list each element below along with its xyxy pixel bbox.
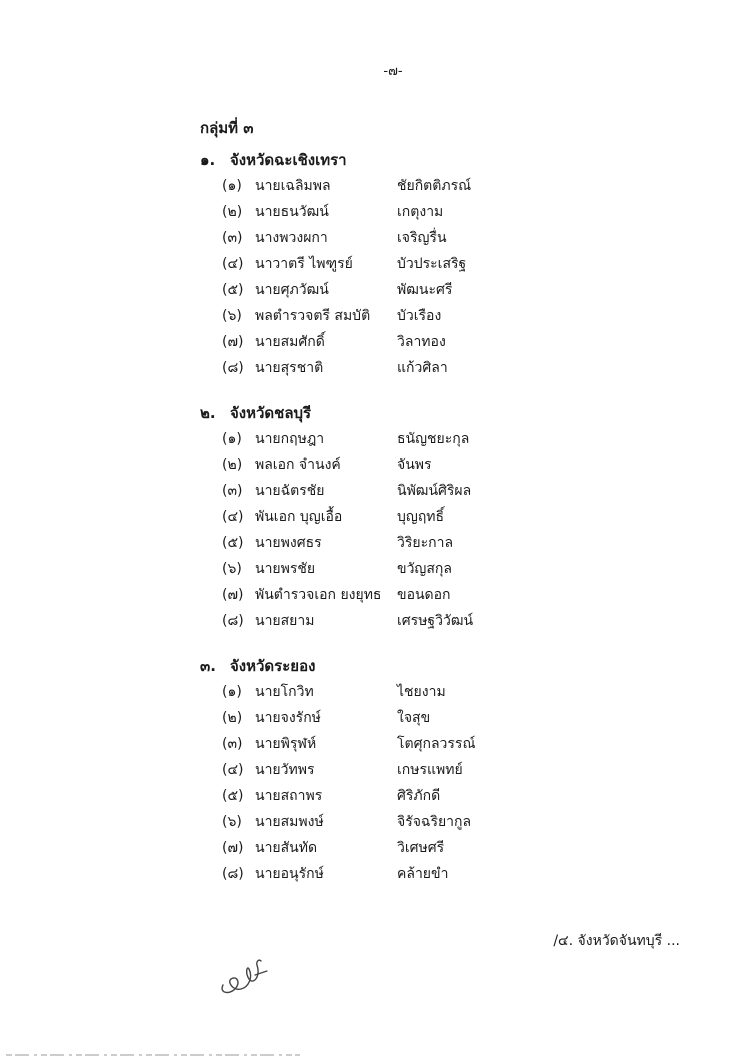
list-item [222, 584, 542, 608]
first-name: พลตำรวจตรี สมบัติ [255, 308, 371, 324]
list-item [222, 253, 542, 277]
last-name: จันพร [397, 457, 432, 473]
list-item [222, 811, 542, 835]
item-index: (๗) [222, 334, 244, 350]
list-item [222, 175, 542, 199]
item-index: (๗) [222, 587, 244, 603]
list-item [222, 837, 542, 861]
list-item [222, 305, 542, 329]
first-name: นายธนวัฒน์ [255, 204, 329, 220]
last-name: ศิริภักดี [397, 788, 441, 804]
last-name: วิริยะกาล [397, 535, 454, 551]
last-name: เกตุงาม [397, 204, 444, 220]
last-name: เจริญรื่น [397, 230, 447, 246]
list-item [222, 331, 542, 355]
item-index: (๕) [222, 535, 244, 551]
first-name: นายพรชัย [255, 561, 316, 577]
first-name: นายสถาพร [255, 788, 323, 804]
first-name: นาวาตรี ไพฑูรย์ [255, 256, 353, 272]
continuation-note: /๔. จังหวัดจันทบุรี ... [553, 933, 680, 949]
first-name: นายสันทัด [255, 840, 318, 856]
last-name: โตศุกลวรรณ์ [397, 736, 476, 752]
first-name: นายสุรชาติ [255, 360, 324, 376]
item-index: (๘) [222, 866, 244, 882]
item-index: (๒) [222, 710, 243, 726]
item-index: (๔) [222, 509, 244, 525]
section-title-2 [200, 401, 311, 425]
scan-edge-marks [0, 1053, 750, 1057]
item-index: (๒) [222, 457, 243, 473]
section-name: จังหวัดระยอง [230, 657, 316, 675]
last-name: วิลาทอง [397, 334, 446, 350]
first-name: นายจงรักษ์ [255, 710, 321, 726]
signature-mark [215, 955, 275, 997]
last-name: ขอนดอก [397, 587, 451, 603]
list-item [222, 227, 542, 251]
first-name: นายพิรุฬห์ [255, 736, 317, 752]
section-name: จังหวัดฉะเชิงเทรา [230, 151, 347, 169]
first-name: นายกฤษฎา [255, 431, 325, 447]
list-item [222, 707, 542, 731]
list-item [222, 759, 542, 783]
item-index: (๑) [222, 684, 242, 700]
item-index: (๖) [222, 561, 242, 577]
section-number: ๒. [200, 404, 216, 422]
first-name: นายวัทพร [255, 762, 315, 778]
last-name: คล้ายขำ [397, 866, 449, 882]
item-index: (๘) [222, 360, 244, 376]
item-index: (๘) [222, 613, 244, 629]
item-index: (๒) [222, 204, 243, 220]
list-item [222, 532, 542, 556]
item-index: (๕) [222, 788, 244, 804]
list-item [222, 610, 542, 634]
item-index: (๔) [222, 762, 244, 778]
list-item [222, 506, 542, 530]
last-name: พัฒนะศรี [397, 282, 453, 298]
first-name: นายอนุรักษ์ [255, 866, 324, 882]
item-index: (๔) [222, 256, 244, 272]
last-name: ธนัญชยะกุล [397, 431, 470, 447]
list-item [222, 863, 542, 887]
group-title: กลุ่มที่ ๓ [200, 119, 254, 137]
list-item [222, 201, 542, 225]
last-name: ขวัญสกุล [397, 561, 452, 577]
section-title-1 [200, 148, 347, 172]
section-name: จังหวัดชลบุรี [230, 404, 312, 422]
last-name: เศรษฐวิวัฒน์ [397, 613, 474, 629]
first-name: นายสยาม [255, 613, 315, 629]
first-name: นายสมพงษ์ [255, 814, 324, 830]
item-index: (๓) [222, 483, 243, 499]
first-name: พลเอก จำนงค์ [255, 457, 341, 473]
list-item [222, 733, 542, 757]
first-name: พันเอก บุญเอื้อ [255, 509, 343, 525]
item-index: (๓) [222, 736, 243, 752]
first-name: นายพงศธร [255, 535, 322, 551]
first-name: นายโกวิท [255, 684, 314, 700]
page-number: -๗- [383, 64, 403, 79]
list-item [222, 480, 542, 504]
item-index: (๗) [222, 840, 244, 856]
first-name: นางพวงผกา [255, 230, 328, 246]
last-name: นิพัฒน์ศิริผล [397, 483, 472, 499]
last-name: ไชยงาม [397, 684, 446, 700]
first-name: นายเฉลิมพล [255, 178, 331, 194]
list-item [222, 279, 542, 303]
last-name: ใจสุข [397, 710, 431, 726]
section-number: ๑. [200, 151, 216, 169]
last-name: จิรัจฉริยากูล [397, 814, 472, 830]
list-item [222, 681, 542, 705]
first-name: นายฉัตรชัย [255, 483, 325, 499]
list-item [222, 428, 542, 452]
item-index: (๕) [222, 282, 244, 298]
item-index: (๑) [222, 178, 242, 194]
list-item [222, 454, 542, 478]
last-name: วิเศษศรี [397, 840, 445, 856]
last-name: บัวประเสริฐ [397, 256, 467, 272]
last-name: บัวเรือง [397, 308, 442, 324]
list-item [222, 785, 542, 809]
last-name: แก้วศิลา [397, 360, 448, 376]
item-index: (๓) [222, 230, 243, 246]
last-name: บุญฤทธิ์ [397, 509, 445, 525]
item-index: (๑) [222, 431, 242, 447]
list-item [222, 357, 542, 381]
last-name: ชัยกิตติภรณ์ [397, 178, 472, 194]
first-name: นายสมศักดิ์ [255, 334, 325, 350]
last-name: เกษรแพทย์ [397, 762, 463, 778]
section-number: ๓. [200, 657, 216, 675]
item-index: (๖) [222, 308, 242, 324]
item-index: (๖) [222, 814, 242, 830]
list-item [222, 558, 542, 582]
section-title-3 [200, 654, 315, 678]
first-name: นายศุภวัฒน์ [255, 282, 329, 298]
first-name: พันตำรวจเอก ยงยุทธ [255, 587, 382, 603]
